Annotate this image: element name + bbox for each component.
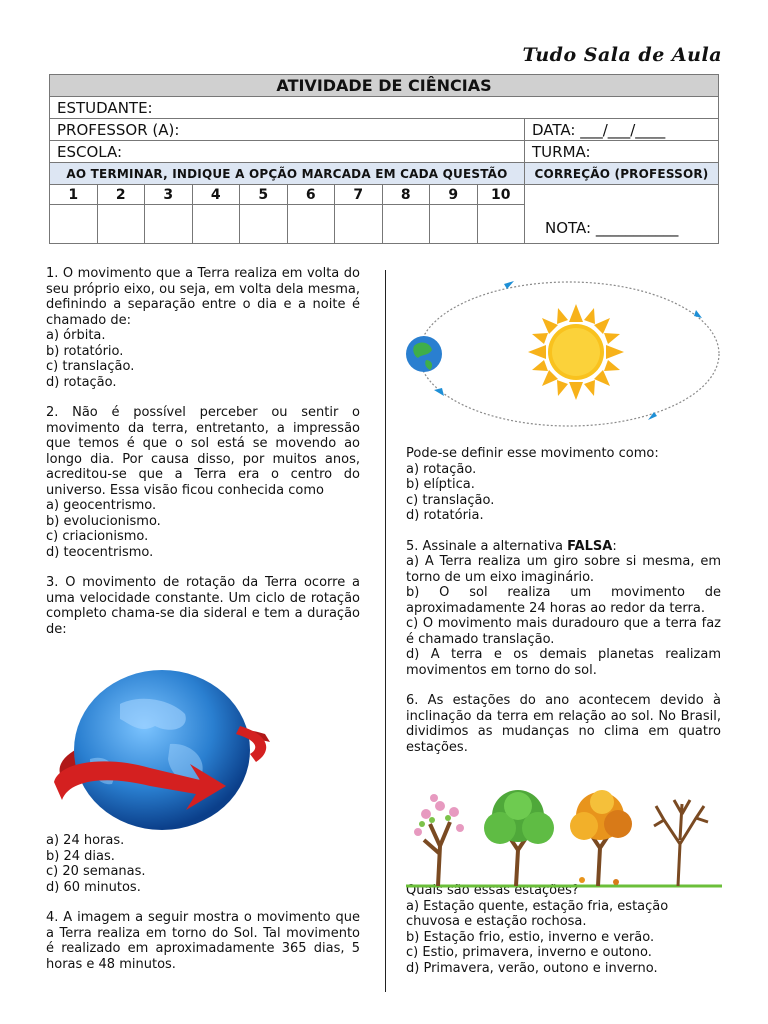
answer-number: 1 — [50, 185, 98, 205]
option-c[interactable]: c) O movimento mais duradouro que a terra faz é chamado translação. — [406, 616, 721, 647]
answer-number: 8 — [382, 185, 430, 205]
right-column — [406, 446, 721, 976]
question-text: 6. As estações do ano acontecem devido à inclinação da terra em relação ao sol. No Brasil, dividimos as mudanças no clima em quatro estações. — [406, 693, 721, 755]
option-d[interactable]: d) teocentrismo. — [46, 544, 154, 560]
question-prompt: Pode-se definir esse movimento como: — [406, 446, 659, 461]
answer-cell[interactable] — [145, 205, 193, 244]
option-d[interactable]: d) A terra e os demais planetas realizam movimentos em torno do sol. — [406, 647, 721, 678]
answer-cell[interactable] — [430, 205, 478, 244]
option-a[interactable]: a) órbita. — [46, 328, 106, 343]
winter-tree — [654, 800, 708, 886]
question-text: 4. A imagem a seguir mostra o movimento que a Terra realiza em torno do Sol. Tal movimento é realizado em aproximadamente 365 dias, 5 horas e 48 minutos. — [46, 910, 360, 972]
question-2 — [46, 405, 360, 560]
left-column — [46, 266, 360, 972]
answer-number: 4 — [192, 185, 240, 205]
option-a[interactable]: a) rotação. — [406, 461, 477, 477]
answer-number: 3 — [145, 185, 193, 205]
orbit-illustration — [404, 274, 734, 434]
answer-cell[interactable] — [382, 205, 430, 244]
rotating-earth-illustration — [50, 664, 275, 832]
question-5 — [406, 539, 721, 679]
option-c[interactable]: c) 20 semanas. — [46, 864, 146, 879]
option-b[interactable]: b) 24 dias. — [46, 848, 115, 864]
header-table — [49, 74, 719, 244]
question-4-options — [406, 446, 721, 524]
answer-number: 5 — [240, 185, 288, 205]
option-d[interactable]: d) rotação. — [46, 374, 117, 390]
option-c[interactable]: c) criacionismo. — [46, 529, 149, 544]
question-1 — [46, 266, 360, 390]
answer-instruction: AO TERMINAR, INDIQUE A OPÇÃO MARCADA EM CADA QUESTÃO — [50, 163, 525, 185]
option-a[interactable]: a) 24 horas. — [46, 833, 125, 848]
answer-number: 7 — [335, 185, 383, 205]
class-field[interactable]: TURMA: — [525, 141, 719, 163]
option-b[interactable]: b) elíptica. — [406, 477, 475, 492]
option-c[interactable]: c) translação. — [46, 359, 135, 374]
option-d[interactable]: d) Primavera, verão, outono e inverno. — [406, 960, 658, 976]
option-d[interactable]: d) rotatória. — [406, 508, 484, 523]
answer-cell[interactable] — [50, 205, 98, 244]
option-a[interactable]: a) A Terra realiza um giro sobre si mesma, em torno de um eixo imaginário. — [406, 554, 721, 585]
teacher-field[interactable]: PROFESSOR (A): — [50, 119, 525, 141]
summer-tree — [484, 790, 554, 886]
answer-number: 2 — [97, 185, 145, 205]
question-prompt: Quais são essas estações? — [406, 883, 579, 898]
question-text: 3. O movimento de rotação da Terra ocorre a uma velocidade constante. Um ciclo de rotação completo chama-se dia sideral e tem a duração de: — [46, 575, 360, 637]
worksheet-title: ATIVIDADE DE CIÊNCIAS — [50, 75, 719, 97]
student-field[interactable]: ESTUDANTE: — [50, 97, 719, 119]
brand-logo: Tudo Sala de Aula — [522, 44, 722, 66]
correction-label: CORREÇÃO (PROFESSOR) — [525, 163, 719, 185]
answer-cell[interactable] — [477, 205, 525, 244]
answer-cell[interactable] — [97, 205, 145, 244]
school-field[interactable]: ESCOLA: — [50, 141, 525, 163]
option-b[interactable]: b) rotatório. — [46, 343, 124, 359]
question-4 — [46, 910, 360, 972]
option-d[interactable]: d) 60 minutos. — [46, 879, 141, 895]
answer-cell[interactable] — [240, 205, 288, 244]
option-b[interactable]: b) O sol realiza um movimento de aproximadamente 24 horas ao redor da terra. — [406, 585, 721, 616]
option-c[interactable]: c) translação. — [406, 492, 495, 508]
option-c[interactable]: c) Estio, primavera, inverno e outono. — [406, 945, 652, 960]
answer-number: 6 — [287, 185, 335, 205]
option-b[interactable]: b) evolucionismo. — [46, 513, 161, 529]
seasons-trees-illustration — [406, 784, 722, 892]
option-b[interactable]: b) Estação frio, estio, inverno e verão. — [406, 929, 655, 945]
option-a[interactable]: a) geocentrismo. — [46, 498, 157, 513]
question-text: 5. Assinale a alternativa FALSA: — [406, 538, 617, 554]
grade-field[interactable]: NOTA: ___________ — [525, 185, 719, 244]
question-text: 2. Não é possível perceber ou sentir o movimento da terra, entretanto, a impressão que temos é que o sol está se movendo ao longo dia. Por causa disso, por muitos anos, acreditou-se que a Terra era o centro do universo. Essa visão ficou conhecida como — [46, 405, 360, 498]
answer-number: 9 — [430, 185, 478, 205]
answer-cell[interactable] — [192, 205, 240, 244]
autumn-tree — [570, 790, 632, 886]
column-divider — [385, 270, 386, 992]
spring-tree — [414, 794, 464, 886]
option-a[interactable]: a) Estação quente, estação fria, estação chuvosa e estação rochosa. — [406, 898, 669, 929]
answer-cell[interactable] — [287, 205, 335, 244]
answer-number: 10 — [477, 185, 525, 205]
question-text: 1. O movimento que a Terra realiza em volta do seu próprio eixo, ou seja, em volta dela mesma, definindo a separação entre o dia e a noite é chamado de: — [46, 266, 360, 328]
answer-cell[interactable] — [335, 205, 383, 244]
date-field[interactable]: DATA: ___/___/____ — [525, 119, 719, 141]
